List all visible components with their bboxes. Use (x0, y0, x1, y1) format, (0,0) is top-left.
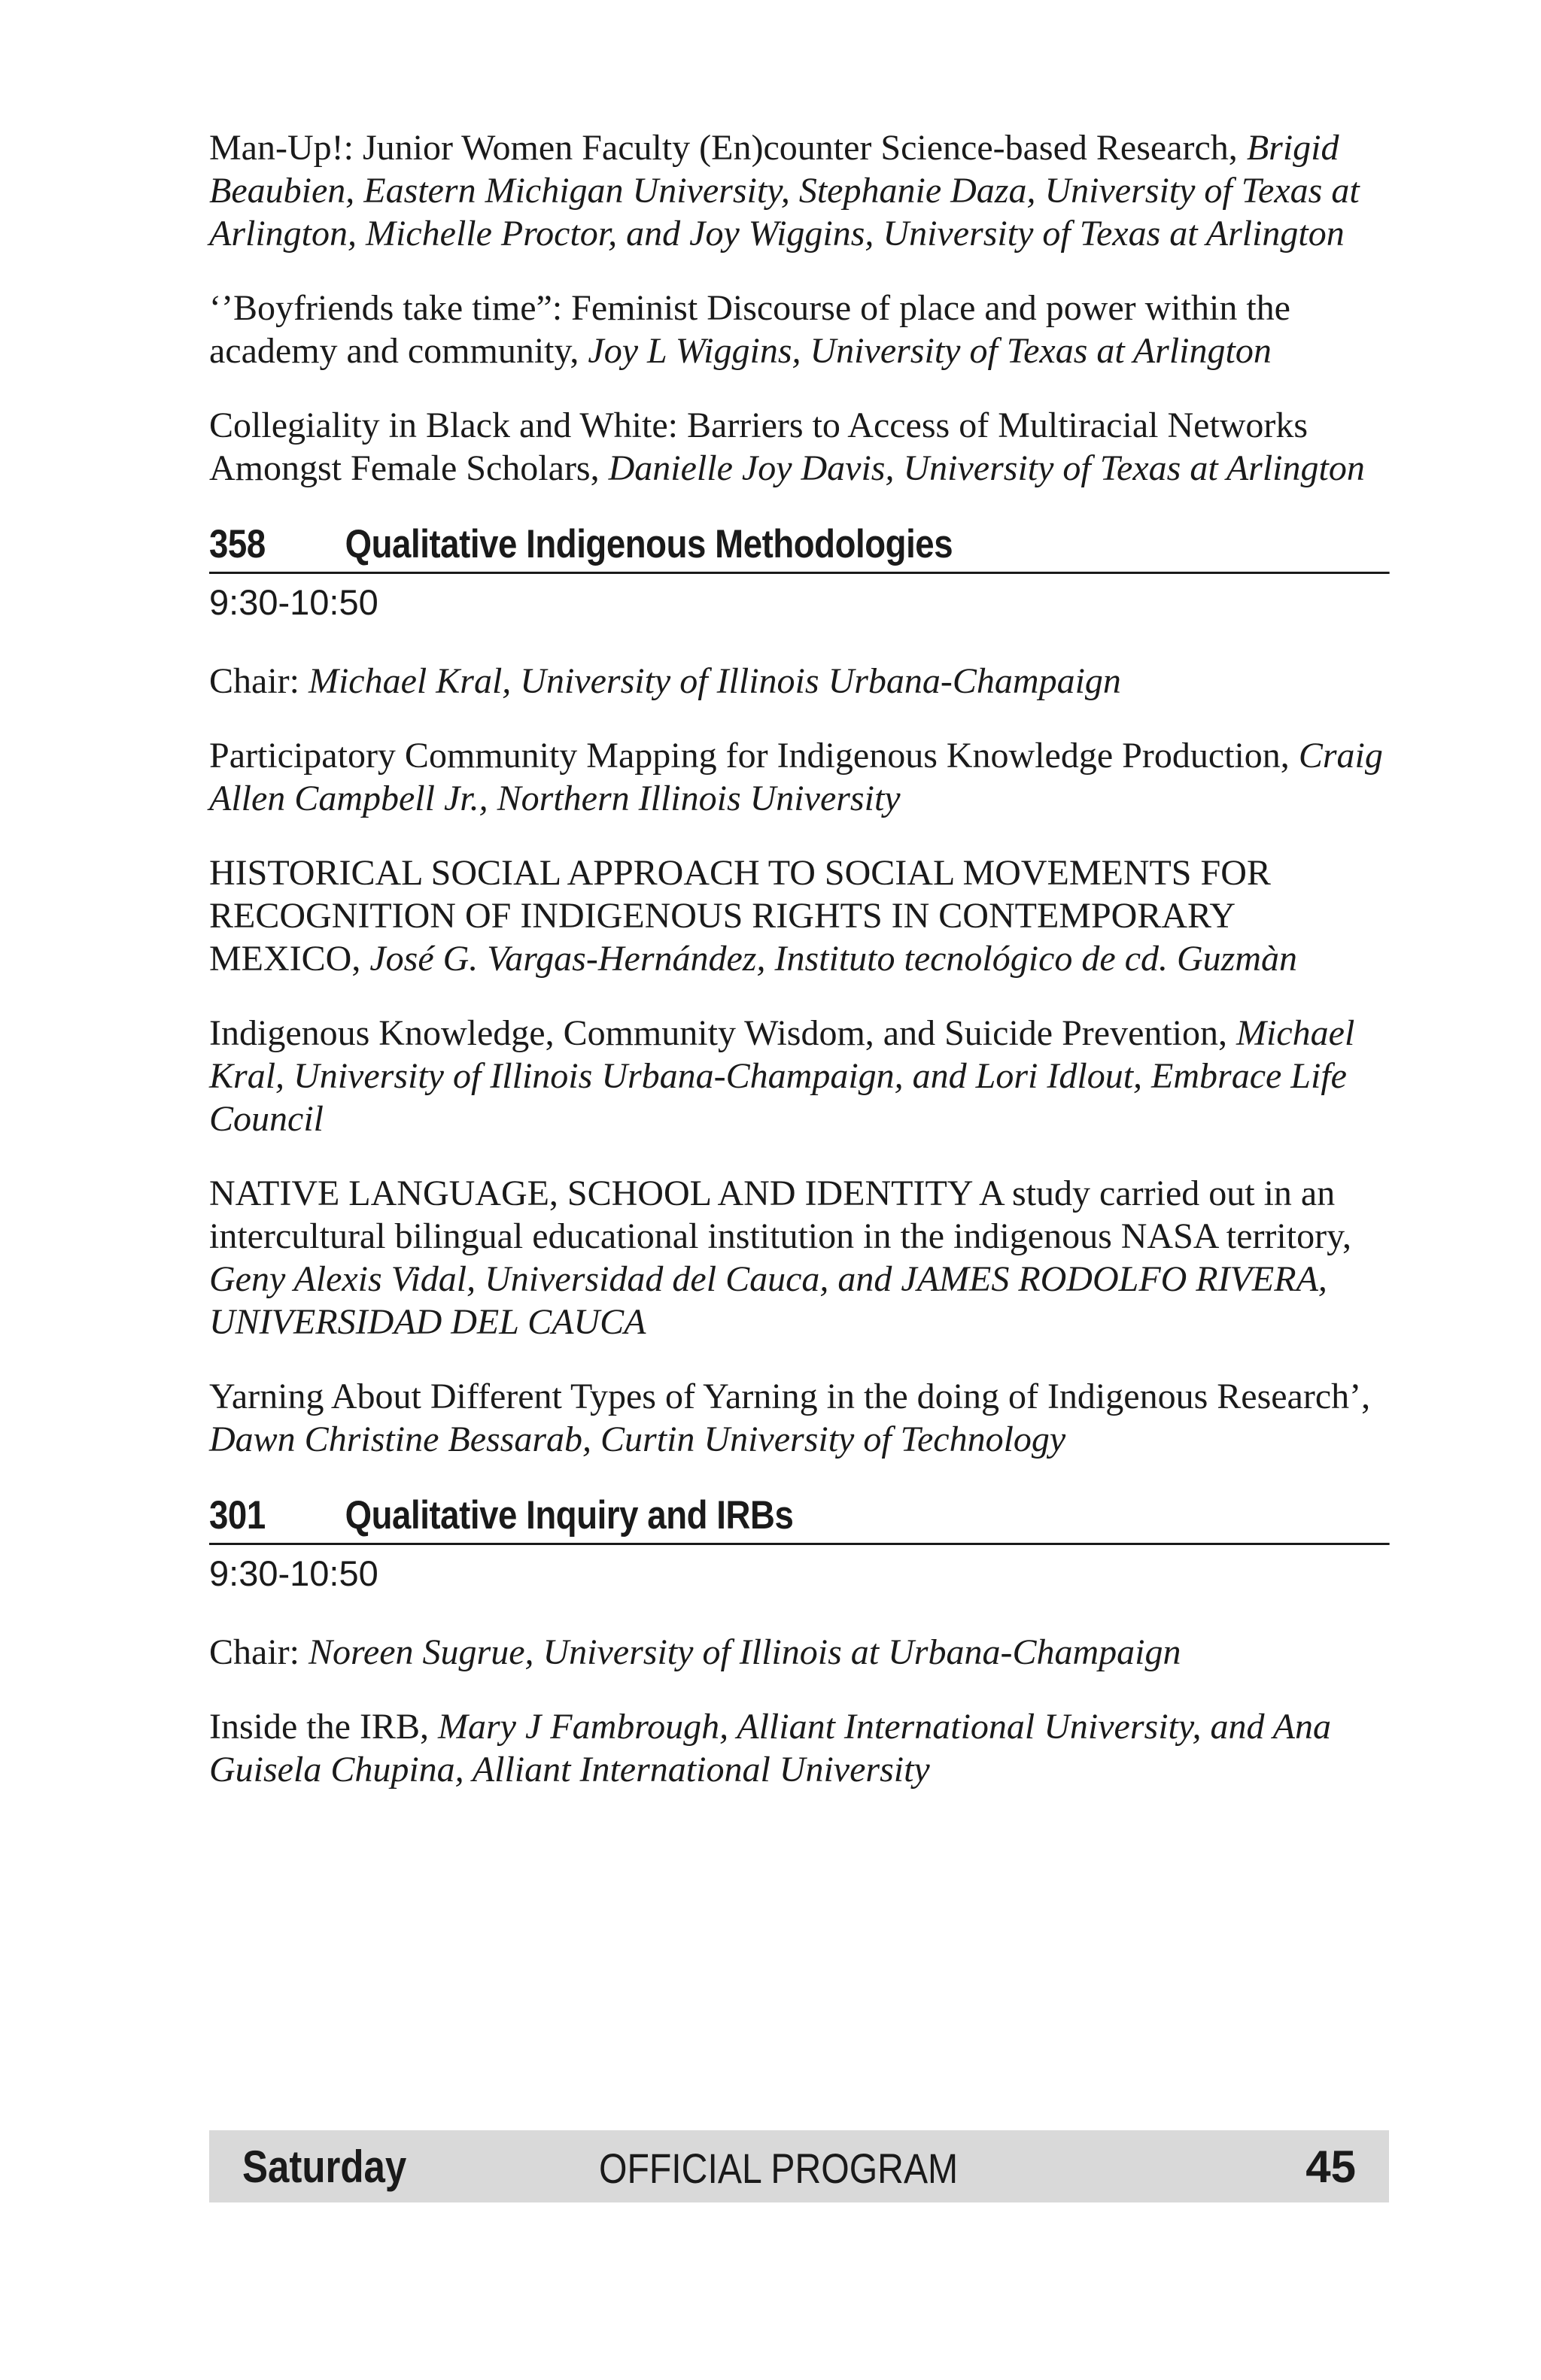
paper-authors: Craig Allen Campbell Jr., Northern Illinois University (209, 736, 1383, 818)
paper-authors: Brigid Beaubien, Eastern Michigan University, Stephanie Daza, University of Texas at Arlington, Michelle Proctor, and Joy Wiggins, University of Texas at Arlington (209, 128, 1360, 253)
session-header (209, 521, 1389, 574)
paper-title: Yarning About Different Types of Yarning in the doing of Indigenous Research’, (209, 1377, 1371, 1416)
chair-name: Michael Kral, University of Illinois Urbana-Champaign (308, 661, 1121, 701)
paper-entry (209, 1012, 1389, 1140)
page-footer (209, 2130, 1389, 2202)
session-number: 358 (209, 522, 266, 566)
session-time: 9:30-10:50 (209, 1553, 378, 1593)
session-time: 9:30-10:50 (209, 582, 378, 622)
paper-title: HISTORICAL SOCIAL APPROACH TO SOCIAL MOVEMENTS FOR RECOGNITION OF INDIGENOUS RIGHTS IN CONTEMPORARY MEXICO, (209, 853, 1271, 979)
paper-authors: Michael Kral, University of Illinois Urbana-Champaign, and Lori Idlout, Embrace Life Council (209, 1013, 1355, 1139)
session-chair (209, 660, 1389, 703)
paper-title: Man-Up!: Junior Women Faculty (En)counter Science-based Research, (209, 128, 1247, 168)
paper-entry (209, 1705, 1389, 1791)
paper-entry (209, 287, 1389, 372)
chair-label: Chair: (209, 1632, 309, 1672)
paper-authors: Dawn Christine Bessarab, Curtin University of Technology (209, 1419, 1066, 1459)
session-number: 301 (209, 1493, 266, 1538)
program-page (209, 126, 1389, 1823)
chair-label: Chair: (209, 661, 309, 701)
session-title: Qualitative Inquiry and IRBs (345, 1493, 794, 1538)
paper-entry (209, 734, 1389, 820)
paper-entry (209, 852, 1389, 980)
session-chair (209, 1631, 1389, 1674)
chair-name: Noreen Sugrue, University of Illinois at Urbana-Champaign (308, 1632, 1181, 1672)
paper-authors: Mary J Fambrough, Alliant International University, and Ana Guisela Chupina, Alliant International University (209, 1707, 1331, 1790)
paper-title: Collegiality in Black and White: Barriers to Access of Multiracial Networks Amongst Female Scholars, (209, 405, 1308, 488)
page-number: 45 (1305, 2142, 1356, 2192)
session-301 (209, 1492, 1389, 1791)
paper-authors: Geny Alexis Vidal, Universidad del Cauca, and JAMES RODOLFO RIVERA, UNIVERSIDAD DEL CAUCA (209, 1259, 1327, 1342)
paper-authors: Danielle Joy Davis, University of Texas at Arlington (608, 448, 1365, 488)
paper-title: Indigenous Knowledge, Community Wisdom, and Suicide Prevention, (209, 1013, 1237, 1053)
footer-program-label: OFFICIAL PROGRAM (599, 2145, 959, 2192)
paper-title: ‘’Boyfriends take time”: Feminist Discourse of place and power within the academy and community, (209, 288, 1290, 371)
paper-authors: Joy L Wiggins, University of Texas at Arlington (588, 331, 1272, 371)
paper-entry (209, 404, 1389, 490)
session-358 (209, 521, 1389, 1461)
session-title: Qualitative Indigenous Methodologies (345, 522, 953, 566)
session-header (209, 1492, 1389, 1545)
paper-title: NATIVE LANGUAGE, SCHOOL AND IDENTITY A study carried out in an intercultural bilingual educational institution in the indigenous NASA territory, (209, 1173, 1351, 1256)
paper-authors: José G. Vargas-Hernández, Instituto tecnológico de cd. Guzmàn (369, 939, 1298, 979)
paper-entry (209, 126, 1389, 255)
footer-day: Saturday (242, 2142, 407, 2192)
paper-title: Inside the IRB, (209, 1707, 438, 1747)
paper-entry (209, 1172, 1389, 1343)
paper-entry (209, 1375, 1389, 1461)
paper-title: Participatory Community Mapping for Indigenous Knowledge Production, (209, 736, 1299, 776)
